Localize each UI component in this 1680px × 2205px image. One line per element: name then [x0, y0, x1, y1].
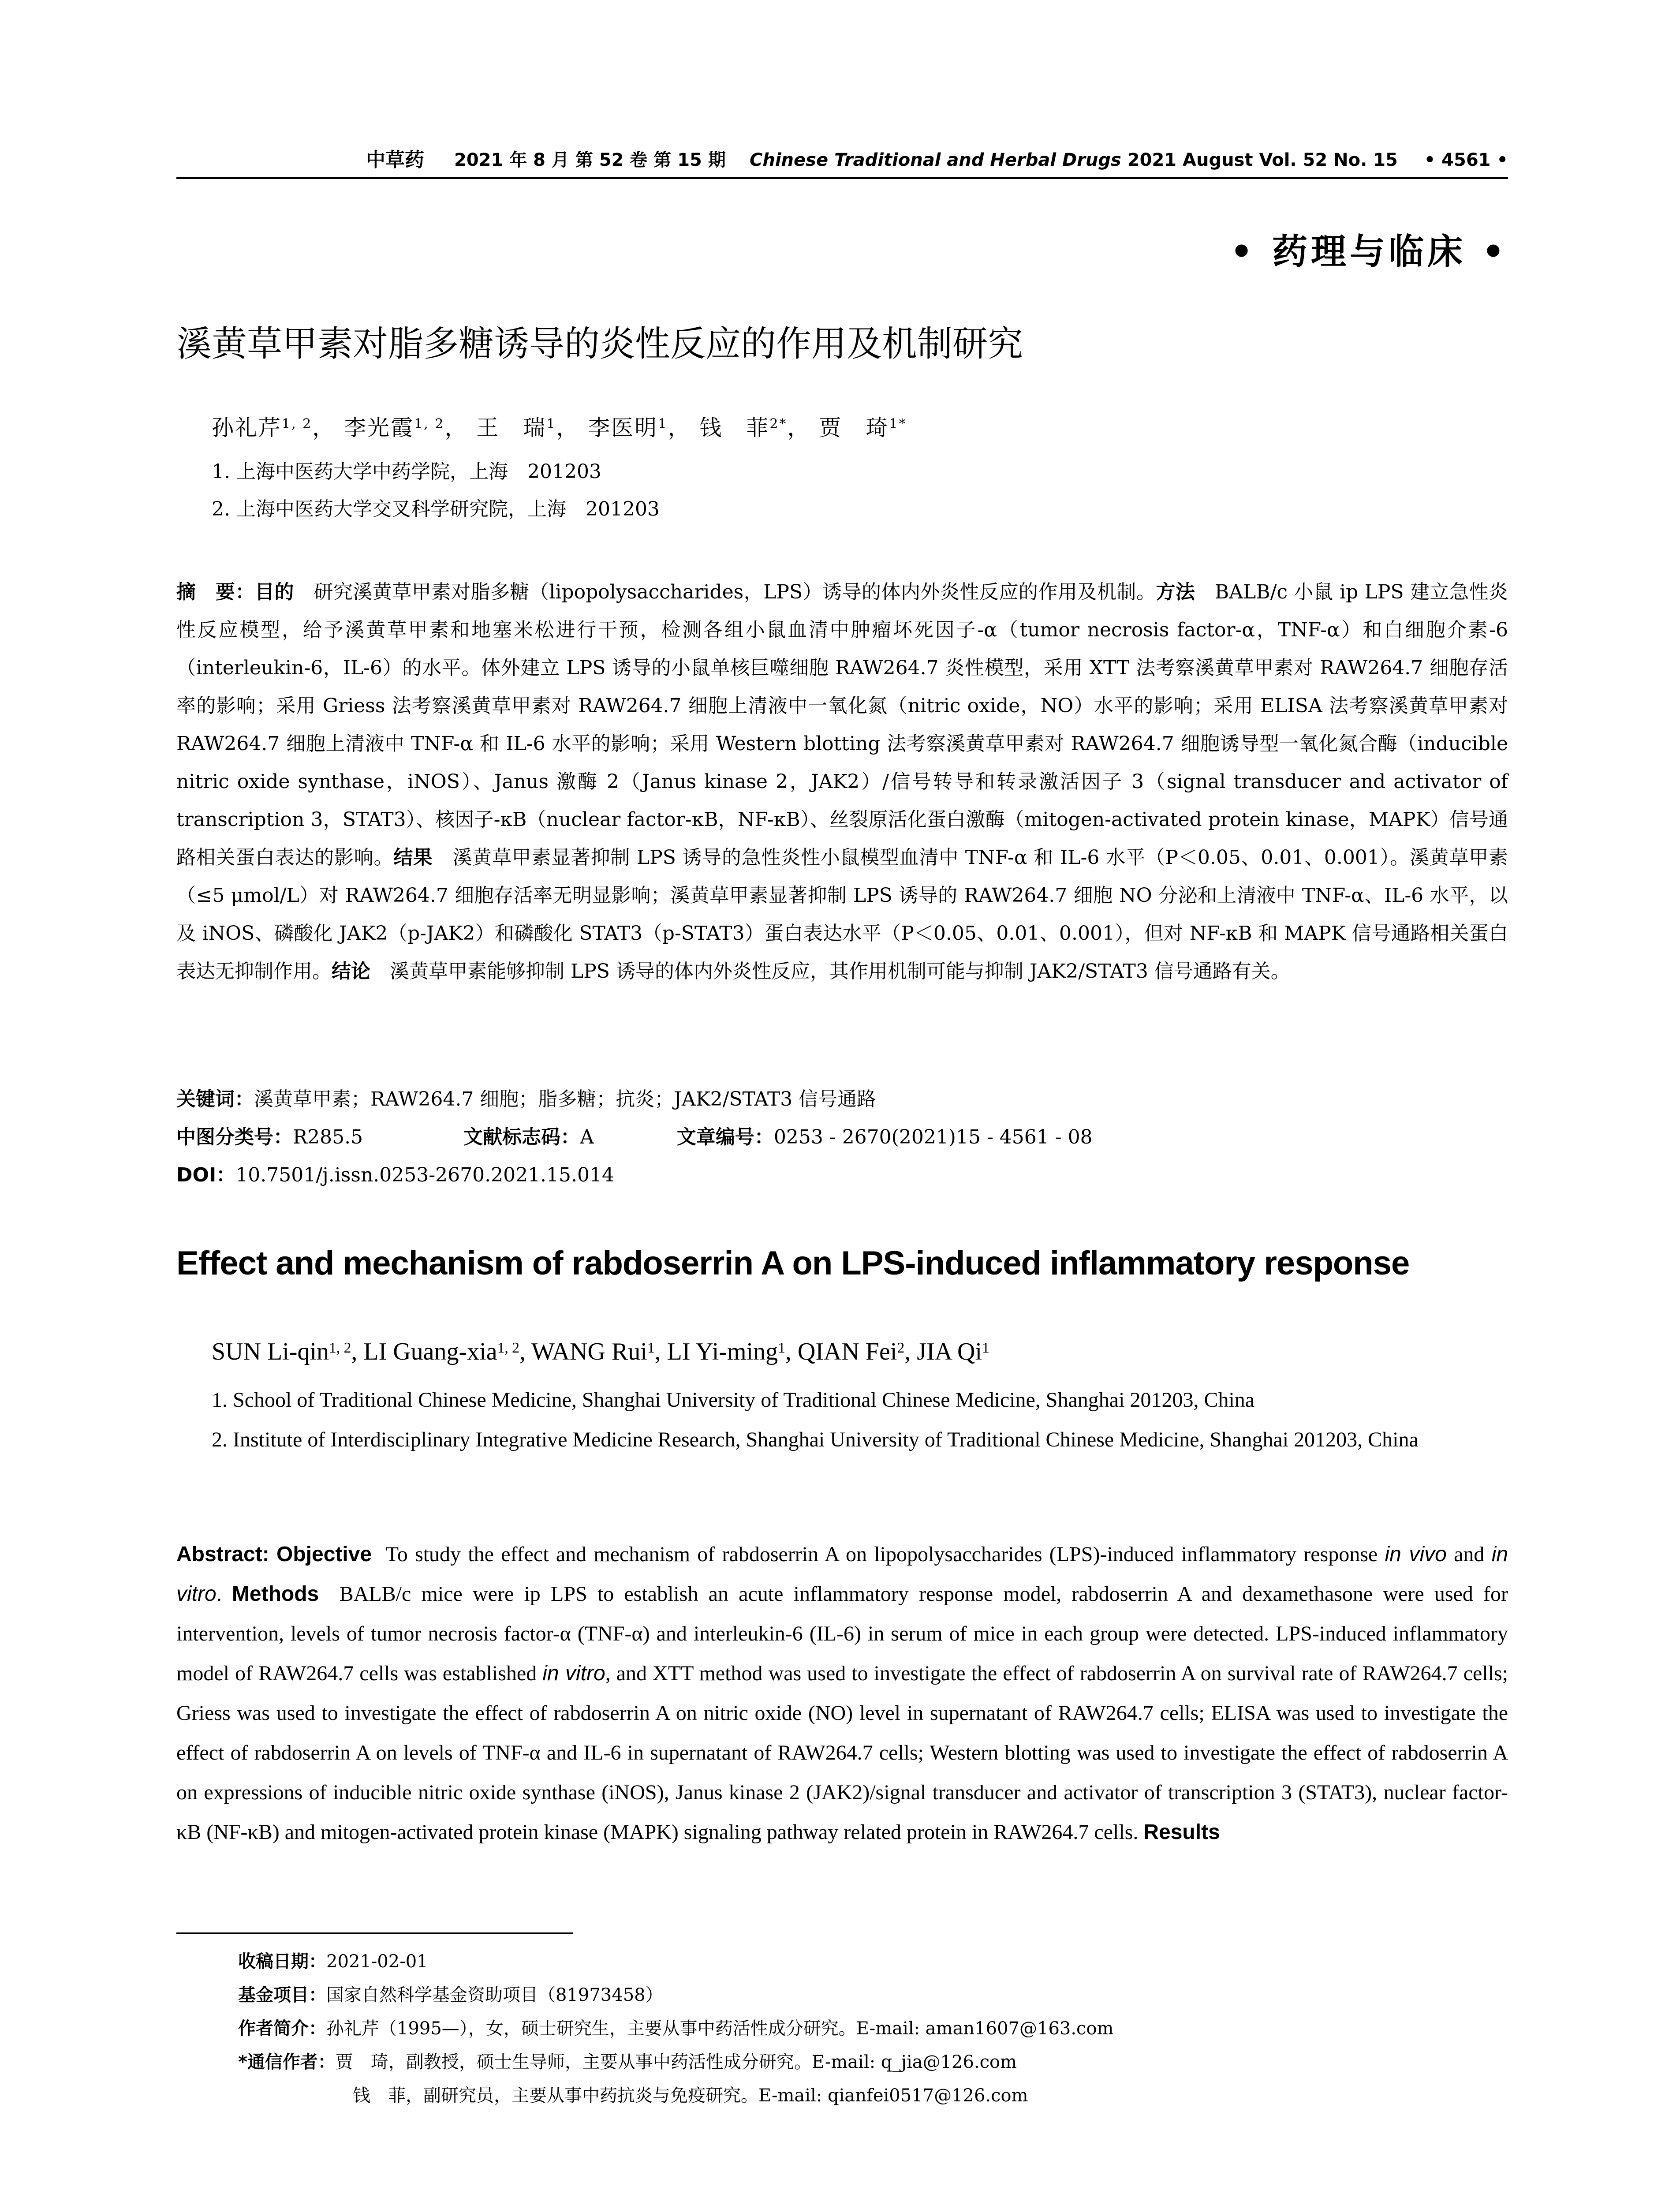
author-en: LI Yi-ming$^1$	[667, 1338, 785, 1365]
authors-en: SUN Li-qin$^{1, 2}$, LI Guang-xia$^{1, 2}$, WANG Rui$^1$, LI Yi-ming$^1$, QIAN Fei$^2$, JIA Qi$^1$	[212, 1338, 989, 1365]
author-cn: 李光霞$^{1, 2}$	[344, 415, 445, 441]
methods-en-1: BALB/c mice were ip LPS to establish an acute inflammatory response model, rabdoserrin A and dexamethasone were used for intervention, levels of tumor necrosis factor-α (TNF-α) and interleukin-6 (IL-6) in serum of mice in each group were detected. LPS-induced inflammatory model of RAW264.7 cells was established	[176, 1582, 1508, 1685]
objective-cn: 研究溪黄草甲素对脂多糖（lipopolysaccharides，LPS）诱导的体内外炎性反应的作用及机制。	[314, 581, 1156, 603]
in-vitro-term: in vitro	[542, 1662, 605, 1685]
results-label-en: Results	[1143, 1820, 1220, 1844]
author-cn: 贾 琦$^{1*}$	[819, 415, 907, 441]
doi-value[interactable]: 10.7501/j.issn.0253-2670.2021.15.014	[235, 1164, 614, 1186]
running-header	[176, 145, 1508, 176]
authors-cn: 孙礼芹$^{1, 2}$， 李光霞$^{1, 2}$， 王 瑞$^1$， 李医明$^1$， 钱 菲$^{2*}$， 贾 琦$^{1*}$	[212, 415, 907, 441]
in-vitro-term: in vitro	[176, 1543, 1508, 1606]
header-rule	[176, 177, 1508, 179]
results-cn: 溪黄草甲素显著抑制 LPS 诱导的急性炎性小鼠模型血清中 TNF-α 和 IL-6 水平（P＜0.05、0.01、0.001）。溪黄草甲素（≤5 μmol/L）对 RAW264.7 细胞存活率无明显影响；溪黄草甲素显著抑制 LPS 诱导的 RAW264.7 细胞 NO 分泌和上清液中 TNF-α、IL-6 水平，以及 iNOS、磷酸化 JAK2（p-JAK2）和磷酸化 STAT3（p-STAT3）蛋白表达水平（P＜0.05、0.01、0.001），但对 NF-κB 和 MAPK 信号通路相关蛋白表达无抑制作用。	[176, 846, 1508, 983]
article-number-label: 文章编号：	[676, 1126, 774, 1148]
author-en: QIAN Fei$^2$	[797, 1338, 905, 1365]
methods-label-en: Methods	[231, 1582, 319, 1606]
conclusion-cn: 溪黄草甲素能够抑制 LPS 诱导的体内外炎性反应，其作用机制可能与抑制 JAK2/STAT3 信号通路有关。	[390, 960, 1290, 983]
methods-cn: BALB/c 小鼠 ip LPS 建立急性炎性反应模型，给予溪黄草甲素和地塞米松进行干预，检测各组小鼠血清中肿瘤坏死因子-α（tumor necrosis factor-α，TNF-α）和白细胞介素-6（interleukin-6，IL-6）的水平。体外建立 LPS 诱导的小鼠单核巨噬细胞 RAW264.7 炎性模型，采用 XTT 法考察溪黄草甲素对 RAW264.7 细胞存活率的影响；采用 Griess 法考察溪黄草甲素对 RAW264.7 细胞上清液中一氧化氮（nitric oxide，NO）水平的影响；采用 ELISA 法考察溪黄草甲素对 RAW264.7 细胞上清液中 TNF-α 和 IL-6 水平的影响；采用 Western blotting 法考察溪黄草甲素对 RAW264.7 细胞诱导型一氧化氮合酶（inducible nitric oxide synthase，iNOS）、Janus 激酶 2（Janus kinase 2，JAK2）/信号转导和转录激活因子 3（signal transducer and activator of transcription 3，STAT3）、核因子-κB（nuclear factor-κB，NF-κB）、丝裂原活化蛋白激酶（mitogen-activated protein kinase，MAPK）信号通路相关蛋白表达的影响。	[176, 581, 1508, 869]
title-en: Effect and mechanism of rabdoserrin A on LPS-induced inflammatory response	[176, 1245, 1410, 1282]
corresponding-author-2: 钱 菲，副研究员，主要从事中药抗炎与免疫研究。E-mail: qianfei0517@126.com	[353, 2085, 1028, 2106]
keywords-value: 溪黄草甲素；RAW264.7 细胞；脂多糖；抗炎；JAK2/STAT3 信号通路	[254, 1088, 877, 1110]
funding: 基金项目：国家自然科学基金资助项目（81973458）	[238, 1985, 663, 2005]
keywords-cn	[176, 1080, 876, 1118]
clc-label: 中图分类号：	[176, 1126, 293, 1148]
received-date: 收稿日期：2021-02-01	[238, 1951, 428, 1972]
objective-label-cn: 目的	[254, 581, 294, 603]
affiliation-en-2: 2. Institute of Interdisciplinary Integrative Medicine Research, Shanghai University of Traditional Chinese Medicine, Shanghai 201203, China	[212, 1428, 1419, 1451]
author-en: SUN Li-qin$^{1, 2}$	[212, 1338, 351, 1365]
page-number: • 4561 •	[1424, 150, 1508, 170]
issue-info-cn: 2021 年 8 月 第 52 卷 第 15 期	[454, 150, 726, 170]
issue-info-en-text: 2021 August Vol. 52 No. 15	[1127, 150, 1398, 170]
in-vivo-term: in vivo	[1385, 1543, 1447, 1566]
author-en: JIA Qi$^1$	[917, 1338, 989, 1365]
issue-info-en	[750, 145, 1398, 176]
author-bio: 作者简介：孙礼芹（1995—），女，硕士研究生，主要从事中药活性成分研究。E-mail: aman1607@163.com	[238, 2018, 1114, 2039]
keywords-label: 关键词：	[176, 1088, 254, 1110]
affiliation-en-1: 1. School of Traditional Chinese Medicine, Shanghai University of Traditional Chinese Medicine, Shanghai 201203, China	[212, 1388, 1255, 1412]
methods-label-cn: 方法	[1156, 581, 1195, 603]
author-en: WANG Rui$^1$	[531, 1338, 655, 1365]
doc-code-label: 文献标志码：	[463, 1126, 580, 1148]
article-number-value: 0253 - 2670(2021)15 - 4561 - 08	[773, 1126, 1093, 1148]
author-cn: 钱 菲$^{2*}$	[699, 415, 788, 441]
author-en: LI Guang-xia$^{1, 2}$	[363, 1338, 519, 1365]
journal-name-cn: 中草药	[366, 149, 424, 171]
abstract-cn	[176, 573, 1508, 990]
clc-value: R285.5	[293, 1126, 363, 1148]
footnote-rule	[176, 1932, 573, 1934]
doi-line	[176, 1156, 614, 1194]
classification-line	[176, 1118, 1093, 1156]
affiliation-cn-1: 1. 上海中医药大学中药学院，上海 201203	[212, 460, 601, 483]
abstract-cn-label: 摘 要：	[176, 581, 255, 603]
author-cn: 李医明$^1$	[588, 415, 668, 441]
objective-en: To study the effect and mechanism of rabdoserrin A on lipopolysaccharides (LPS)-induced inflammatory response	[385, 1543, 1378, 1566]
methods-en-2: , and XTT method was used to investigate the effect of rabdoserrin A on survival rate of RAW264.7 cells; Griess was used to investigate the effect of rabdoserrin A on nitric oxide (NO) level in supernatant of RAW264.7 cells; ELISA was used to investigate the effect of rabdoserrin A on levels of TNF-α and IL-6 in supernatant of RAW264.7 cells; Western blotting was used to investigate the effect of rabdoserrin A on expressions of inducible nitric oxide synthase (iNOS), Janus kinase 2 (JAK2)/signal transducer and activator of transcription 3 (STAT3), nuclear factor-κB (NF-κB) and mitogen-activated protein kinase (MAPK) signaling pathway related protein in RAW264.7 cells.	[176, 1662, 1508, 1844]
journal-name-en: Chinese Traditional and Herbal Drugs	[750, 150, 1121, 170]
results-label-cn: 结果	[393, 846, 433, 869]
author-cn: 孙礼芹$^{1, 2}$	[212, 415, 313, 441]
section-label: • 药理与临床 •	[1230, 231, 1508, 272]
corresponding-author-1: *通信作者：贾 琦，副教授，硕士生导师，主要从事中药活性成分研究。E-mail: q_jia@126.com	[238, 2052, 1017, 2072]
abstract-en-label: Abstract:	[176, 1543, 269, 1566]
author-cn: 王 瑞$^1$	[476, 415, 556, 441]
conclusion-label-cn: 结论	[332, 960, 370, 983]
doi-label: DOI：	[176, 1164, 236, 1186]
abstract-en: Abstract: Objective To study the effect and mechanism of rabdoserrin A on lipopolysaccharides (LPS)-induced inflammatory response in vivo and in vitro. Methods BALB/c mice were ip LPS to establish an acute inflammatory response model, rabdoserrin A and dexamethasone were used for intervention, levels of tumor necrosis factor-α (TNF-α) and interleukin-6 (IL-6) in serum of mice in each group were detected. LPS-induced inflammatory model of RAW264.7 cells was established in vitro, and XTT method was used to investigate the effect of rabdoserrin A on survival rate of RAW264.7 cells; Griess was used to investigate the effect of rabdoserrin A on nitric oxide (NO) level in supernatant of RAW264.7 cells; ELISA was used to investigate the effect of rabdoserrin A on levels of TNF-α and IL-6 in supernatant of RAW264.7 cells; Western blotting was used to investigate the effect of rabdoserrin A on expressions of inducible nitric oxide synthase (iNOS), Janus kinase 2 (JAK2)/signal transducer and activator of transcription 3 (STAT3), nuclear factor-κB (NF-κB) and mitogen-activated protein kinase (MAPK) signaling pathway related protein in RAW264.7 cells. Results	[176, 1543, 1508, 1844]
title-cn: 溪黄草甲素对脂多糖诱导的炎性反应的作用及机制研究	[176, 323, 1023, 364]
doc-code-value: A	[580, 1126, 594, 1148]
affiliation-cn-2: 2. 上海中医药大学交叉科学研究院，上海 201203	[212, 498, 660, 520]
objective-label-en: Objective	[276, 1543, 372, 1566]
